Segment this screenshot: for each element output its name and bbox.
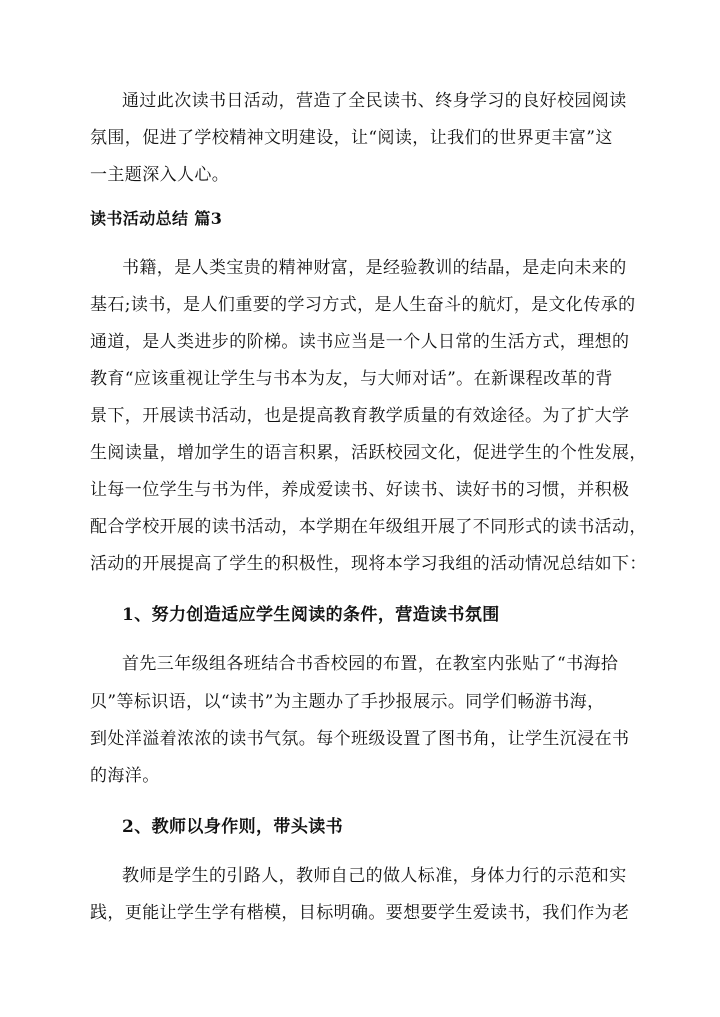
paragraph-2-line-5: 景下，开展读书活动，也是提高教育教学质量的有效途径。为了扩大学 <box>90 406 630 426</box>
paragraph-3-line-2: 贝”等标识语，以“读书”为主题办了手抄报展示。同学们畅游书海， <box>90 692 605 712</box>
paragraph-3-line-4: 的海洋。 <box>90 766 160 786</box>
section-2-title: 2、教师以身作则，带头读书 <box>122 817 344 837</box>
paragraph-2-line-9: 活动的开展提高了学生的积极性，现将本学习我组的活动情况总结如下： <box>90 554 647 574</box>
paragraph-1-line-2: 氛围，促进了学校精神文明建设，让“阅读，让我们的世界更丰富”这 <box>90 128 613 148</box>
paragraph-4-line-2: 践，更能让学生学有楷模，目标明确。要想要学生爱读书，我们作为老 <box>90 903 630 923</box>
paragraph-2-line-1: 书籍，是人类宝贵的精神财富，是经验教训的结晶，是走向未来的 <box>122 258 627 278</box>
paragraph-2-line-6: 生阅读量，增加学生的语言积累，活跃校园文化，促进学生的个性发展， <box>90 443 647 463</box>
paragraph-4-line-1: 教师是学生的引路人，教师自己的做人标准，身体力行的示范和实 <box>122 866 627 886</box>
paragraph-2-line-7: 让每一位学生与书为伴，养成爱读书、好读书、读好书的习惯，并积极 <box>90 480 630 500</box>
paragraph-3-line-1: 首先三年级组各班结合书香校园的布置，在教室内张贴了“书海拾 <box>122 654 619 674</box>
paragraph-3-line-3: 到处洋溢着浓浓的读书气氛。每个班级设置了图书角，让学生沉浸在书 <box>90 729 630 749</box>
paragraph-2-line-2: 基石;读书，是人们重要的学习方式，是人生奋斗的航灯，是文化传承的 <box>90 295 636 315</box>
section-1-title: 1、努力创造适应学生阅读的条件，营造读书氛围 <box>122 605 500 625</box>
paragraph-2-line-4: 教育“应该重视让学生与书本为友，与大师对话”。在新课程改革的背 <box>90 369 613 389</box>
paragraph-1-line-1: 通过此次读书日活动，营造了全民读书、终身学习的良好校园阅读 <box>122 91 627 111</box>
paragraph-2-line-3: 通道，是人类进步的阶梯。读书应当是一个人日常的生活方式，理想的 <box>90 332 630 352</box>
paragraph-2-line-8: 配合学校开展的读书活动，本学期在年级组开展了不同形式的读书活动， <box>90 517 647 537</box>
section-heading: 读书活动总结 篇3 <box>90 209 223 228</box>
paragraph-1-line-3: 一主题深入人心。 <box>90 165 230 185</box>
